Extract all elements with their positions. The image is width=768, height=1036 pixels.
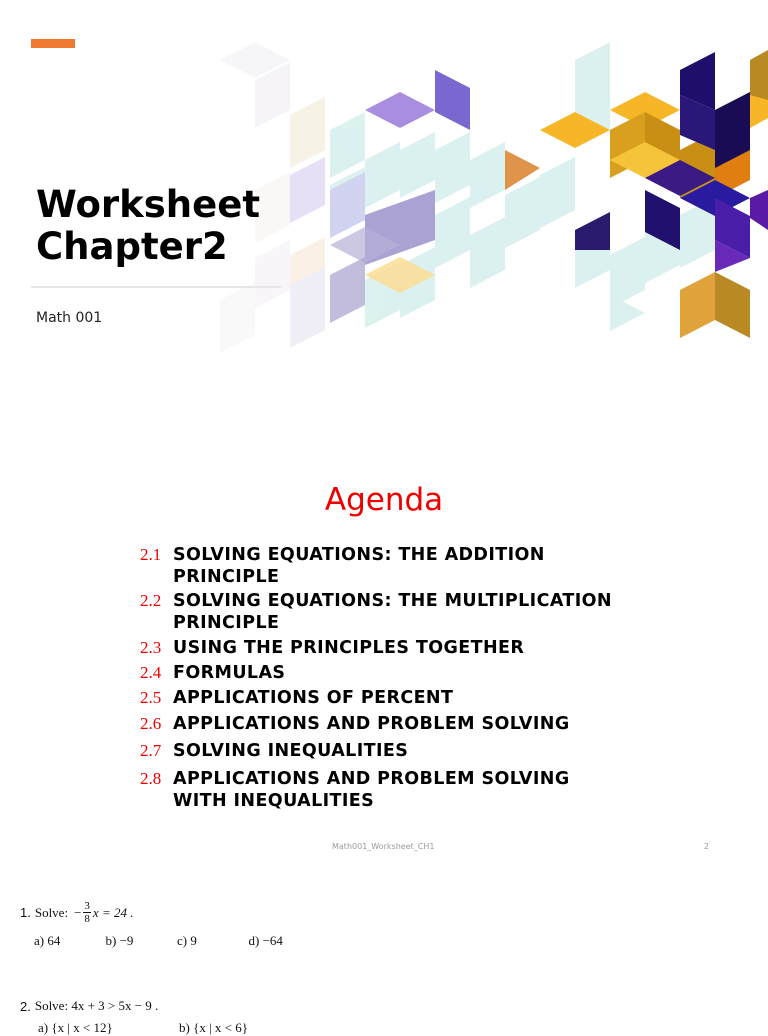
section-number: 2.8 [140,769,162,788]
section-title: USING THE PRINCIPLES TOGETHER [173,638,525,658]
section-title: SOLVING EQUATIONS: THE ADDITION PRINCIPLE [173,545,545,587]
option-d[interactable]: d) −64 [248,933,283,948]
agenda-item [140,740,620,762]
question-1 [20,900,320,949]
option-c[interactable]: c) 9 [177,933,197,948]
answer-options [34,933,320,949]
fraction-numerator: 3 [84,900,90,912]
course-label: Math 001 [36,310,103,326]
agenda-item [140,662,620,684]
questions-slide [0,864,768,1035]
equation-rest: x = 24 . [92,904,134,920]
agenda-item [140,590,620,634]
agenda-item [140,713,620,735]
section-number: 2.4 [140,663,162,682]
agenda-list [140,544,620,812]
section-number: 2.5 [140,688,162,707]
page-number: 2 [704,842,710,851]
section-number: 2.3 [140,638,162,657]
agenda-item [140,768,620,812]
section-title: APPLICATIONS OF PERCENT [173,688,454,708]
title-slide [0,0,768,432]
footer-filename: Math001_Worksheet_CH1 [332,842,435,851]
section-number: 2.7 [140,741,162,760]
option-b[interactable]: b) {x | x < 6} [179,1020,248,1035]
question-number: 1. [20,905,31,920]
fraction-denominator: 8 [84,913,90,925]
divider [31,286,281,288]
minus-sign: − [74,904,82,920]
question-2 [20,998,320,1036]
section-title: SOLVING EQUATIONS: THE MULTIPLICATION PRINCIPLE [173,591,612,633]
section-title: SOLVING INEQUALITIES [173,741,409,761]
section-title: APPLICATIONS AND PROBLEM SOLVING WITH INEQUALITIES [173,769,570,811]
option-b[interactable]: b) −9 [105,933,134,948]
section-number: 2.6 [140,714,162,733]
fraction [83,900,91,925]
section-title: APPLICATIONS AND PROBLEM SOLVING [173,714,570,734]
question-prompt: Solve: [34,904,69,920]
option-a[interactable]: a) {x | x < 12} [38,1020,113,1035]
agenda-slide [0,432,768,864]
section-number: 2.1 [140,545,162,564]
question-number: 2. [20,998,31,1014]
agenda-item [140,687,620,709]
question-prompt: Solve: 4x + 3 > 5x − 9 . [34,998,159,1013]
option-a[interactable]: a) 64 [34,933,61,948]
agenda-heading: Agenda [324,482,444,518]
agenda-item [140,544,620,588]
agenda-item [140,637,620,659]
answer-options [38,1020,320,1036]
section-number: 2.2 [140,591,162,610]
section-title: FORMULAS [173,663,286,683]
page-title: Worksheet Chapter2 [36,183,261,268]
